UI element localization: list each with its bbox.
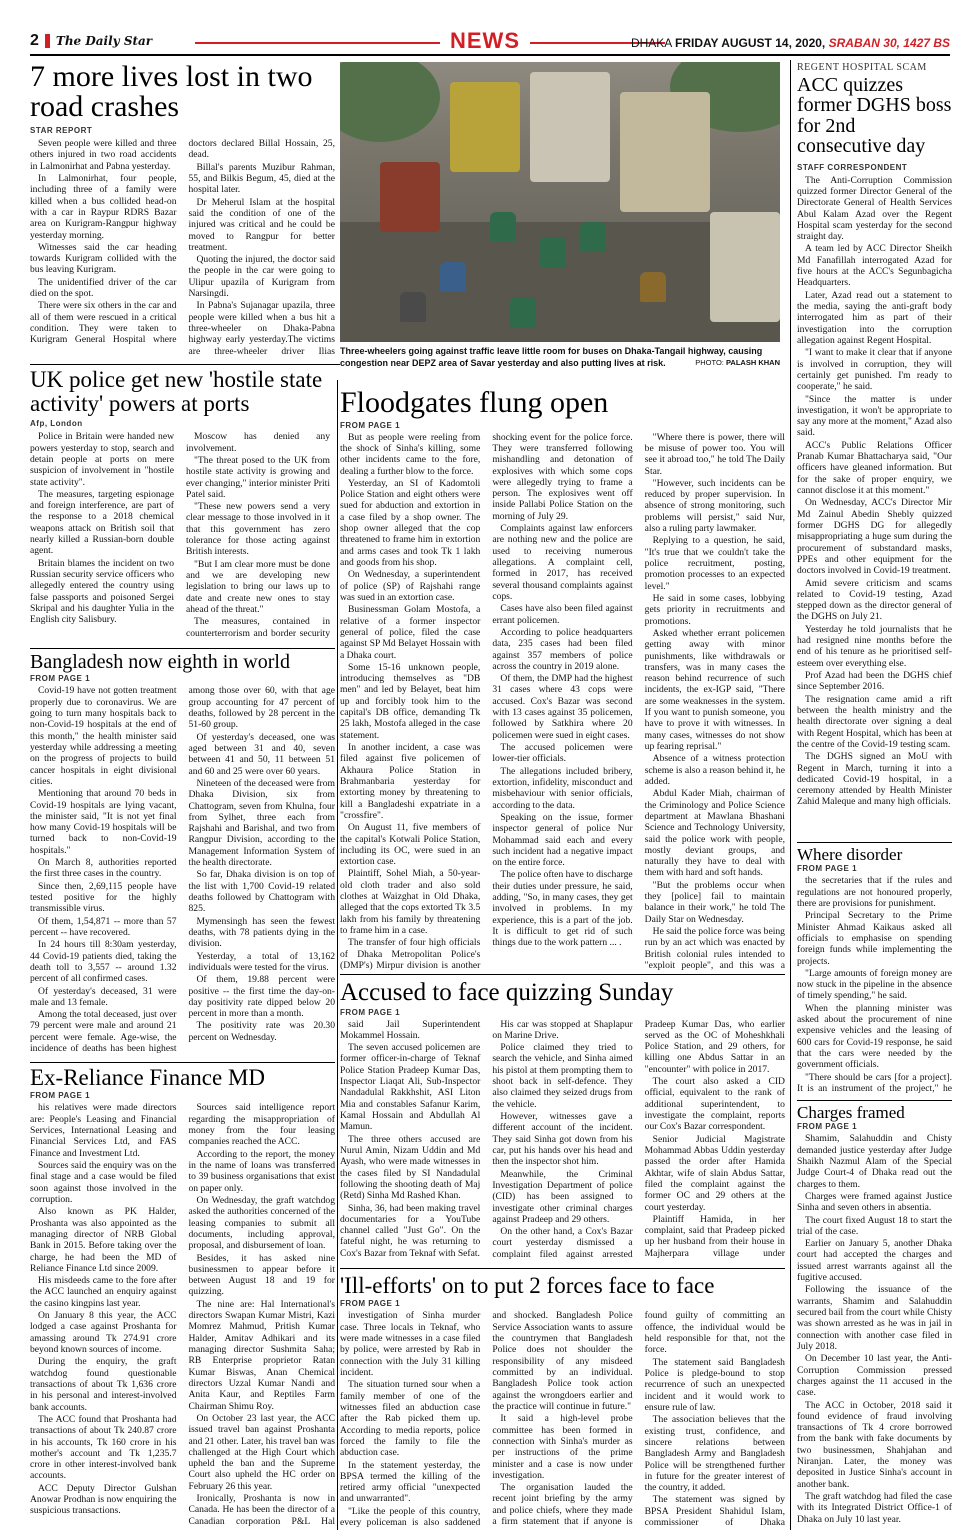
paragraph: Later, Azad read out a statement to the media, saying the anti-graft body interrogated him as part of their investigation into the corruption allegation against Regent Hospital.: [797, 289, 952, 346]
paragraph: On December 10 last year, the Anti-Corruption Commission pressed charges against the 11 accused in the case.: [797, 1353, 952, 1399]
byline: Afp, London: [30, 419, 83, 429]
article-uk-police: [30, 368, 330, 646]
paragraph: said Jail Superintendent Mokammel Hossain.: [340, 1018, 481, 1041]
paragraph: The measures, targeting espionage and foreign interference, are part of the response to a 2018 chemical weapons attack on British soil that nearly killed a Russian-born double agent.: [30, 488, 174, 557]
paragraph: "But I am clear more must be done and we are developing new legislation to bring our laws up to date and create new ones to stay ahead of the threat.": [186, 558, 330, 615]
paragraph: In the statement yesterday, the BPSA termed the killing of the retired army official "unexpected and unwarranted".: [340, 1459, 481, 1505]
paragraph: The seven accused policemen are former officer-in-charge of Teknaf Police Station Pradeep Kumar Das, Inspector Liaqat Ali, Sub-Inspector Nandadulal Rakkhshit, ASI Liton Mia and constables Safanur Karim, Kamal Hossain and Abdullah Al Mamun.: [340, 1042, 481, 1133]
paragraph: The allegations included bribery, extortion, infidelity, misconduct and misbehaviour with senior officials, according to the data.: [492, 765, 633, 811]
paragraph: In 24 hours till 8:30am yesterday, 44 Covid-19 patients died, taking the death toll to 3,557 -- around 1.32 percent of all confirmed cases.: [30, 939, 177, 985]
paragraph: ACC's Public Relations Officer Pranab Kumar Bhattacharya said, "Our officers have gleaned information. But for the sake of proper enquiry, we cannot disclose it at this moment.": [797, 439, 952, 496]
paragraph: Abdul Kader Miah, chairman of the Criminology and Police Science department at Mawlana Bhashani Science and Technology University, said the police work with people, mostly deviant groups, and naturally they have to deal with them with hard and soft hands.: [644, 788, 785, 879]
paragraph: When the planning minister was asked about the procurement of nine expensive vehicles and the leasing of 600 cars for Covid-19 response, he said that the cars were needed by the government officials.: [797, 1002, 952, 1071]
page-header: [30, 30, 950, 56]
paragraph: Of them, 19.88 percent were positive -- the first time the day-on-day positivity rate dipped below 20 percent in more than a month.: [188, 974, 335, 1020]
paragraph: Senior Judicial Magistrate Mohammad Abbas Uddin yesterday passed the order after Hamida Akhtar, wife of slain Abdus Sattar, filed the complaint against the former OC and 29 others at the court yesterday.: [644, 1133, 785, 1213]
paragraph: Witnesses said the car heading towards Kurigram collided with the bus leaving Kurigram.: [30, 241, 177, 276]
paragraph: He said in some cases, lobbying gets priority in recruitments and promotions.: [644, 592, 785, 627]
paragraph: The statement said Bangladesh Police is pledge-bound to stop recurrence of such an unexpected incident and it would work to ensure rule of law.: [644, 1356, 785, 1413]
paragraph: Sinha, 36, had been making travel documentaries for a YouTube channel called "Just Go". On the fateful night, he was returning to Cox's Bazar from Teknaf with Sefat.: [340, 1202, 481, 1259]
paragraph: In Pabna's Sujanagar upazila, three people were killed when a bus hit a three-wheeler on Dhaka-Pabna highway early yesterday.The victims are three-wheeler driver Ilias: [188, 300, 335, 357]
paragraph: According to the report, the money in the name of loans was transferred to 39 business organisations that exist on paper only.: [188, 1148, 335, 1194]
paragraph: He said the police force was being run by an act which was enacted by British colonial rules intended to "exploit people", and this was a: [644, 926, 785, 970]
dateline-date: FRIDAY AUGUST 14, 2020,: [674, 36, 826, 50]
paragraph: Amid severe criticism and scams related to Covid-19 testing, Azad stepped down as the director general of the DGHS on July 21.: [797, 577, 952, 623]
paragraph: The unidentified driver of the car died on the spot.: [30, 276, 177, 300]
paragraph: The DGHS signed an MoU with Regent in March, turning it into a dedicated Covid-19 hospital, in a ceremony attended by Health Minister Zahid Maleque and many high officials.: [797, 751, 952, 808]
paragraph: But as people were reeling from the shock of Sinha's killing, some other incidents came to the fore, dealing a further blow to the force.: [340, 431, 481, 477]
paragraph: Besides, it has asked nine businessmen to appear before it between August 18 and 19 for quizzing.: [188, 1252, 335, 1298]
headline: Bangladesh now eighth in world: [30, 652, 290, 673]
traffic-photo: [340, 62, 780, 342]
paragraph: Sources said the enquiry was on the final stage and a case would be filed soon against those involved in the corruption.: [30, 1160, 177, 1205]
paragraph: The organisation lauded the recent joint briefing by the army and police chiefs, where they made a firm statement that if anyone is found guilty of committing an offence, the individual would be held responsible for that, not the force.: [492, 1310, 785, 1528]
paragraph: On the other hand, a Cox's Bazar court yesterday dismissed a complaint filed against arrested Pradeep Kumar Das, who earlier served as the OC of Moheshkhali Police Station, and 29 others, for killing one Abdus Sattar in an "encounter" with police in 2017.: [492, 1018, 785, 1260]
paragraph: Meanwhile, the Criminal Investigation Department of police (CID) has been assigned to investigate other criminal charges against Pradeep and 29 others.: [492, 1168, 633, 1225]
headline: ACC quizzes former DGHS boss for 2nd consecutive day: [797, 74, 952, 158]
paragraph: Britain blames the incident on two Russian security service officers who allegedly entered the country using false passports and poisoned Sergei Skripal and his daughter Yulia in the English city Salisbury.: [30, 557, 174, 626]
paragraph: Asked whether errant policemen getting away with minor punishments, like withdrawals or transfers, was in many cases the reason behind recurrence of such incidents, the ex-IGP said, "There are some weaknesses in the system. If you want to punish someone, you have to prove it with witnesses. In many cases, witnesses do not show up fearing reprisal.": [644, 627, 785, 753]
masthead: The Daily Star: [55, 34, 153, 48]
paragraph: His misdeeds came to the fore after the ACC launched an enquiry against the casino kingpins last year.: [30, 1275, 177, 1309]
paragraph: Complaints against law enforcers are nothing new and the police are used to receiving numerous allegations. A complaint cell, formed in 2017, has received several thousand complaints against cops.: [492, 523, 633, 602]
paragraph: It said a high-level probe committee has been formed in connection with Sinha's murder as per instructions of the prime minister and a case is now under investigation.: [492, 1413, 633, 1481]
paragraph: The transfer of four high officials of Dhaka Metropolitan Police's (DMP's) Mirpur division is another shocking event for the police force. They were transferred following mishandling and detonation of explosives with which some cops were allegedly trying to frame a person. The explosives went off inside Pallabi Police Station on the morning of July 29.: [340, 431, 633, 970]
from-page: FROM PAGE 1: [340, 420, 401, 430]
paragraph: The graft watchdog had filed the case with its Integrated District Office-1 of Dhaka on July 10 last year.: [797, 1491, 952, 1525]
article-ill-efforts: [340, 1274, 785, 1532]
headline: Where disorder: [797, 846, 903, 864]
byline: STAR REPORT: [30, 126, 93, 135]
headline: 7 more lives lost in two road crashes: [30, 62, 313, 123]
article-road-crashes: [30, 62, 335, 362]
paragraph: "But the problems occur when they [police] fail to maintain balance in their work," he told The Daily Star on Wednesday.: [644, 879, 785, 925]
section-rule-left: [195, 42, 440, 44]
paragraph: Moscow has denied any involvement.: [186, 431, 330, 454]
paragraph: The ACC found that Proshanta had transactions of about Tk 240.87 crore in his accounts, Tk 160 crore in his mother's account and Tk 1,235.7 crore in other interest-involved bank accounts.: [30, 1413, 177, 1482]
paragraph: So far, Dhaka division is on top of the list with 1,700 Covid-19 related deaths followed by Chattogram with 825.: [188, 869, 335, 915]
paragraph: Some 15-16 unknown people, introducing themselves as "DB men" and led by Belayet, beat him up and forcibly took him to the capital's DB office, demanding Tk 25 lakh, Mostofa alleged in the case statement.: [340, 661, 481, 741]
dateline-place: DHAKA: [630, 36, 672, 50]
dateline-bangla: SRABAN 30, 1427 BS: [828, 36, 950, 50]
paragraph: his relatives were made directors are: People's Leasing and Financial Services, International Leasing and Financial Services Ltd, and FAS Finance and Investment Ltd.: [30, 1102, 177, 1159]
paragraph: On January 8 this year, the ACC lodged a case against Proshanta for amassing around Tk 274.91 crore beyond known sources of income.: [30, 1310, 177, 1356]
paragraph: Sources said intelligence report regarding the misappropriation of money from the four leasing companies reached the ACC.: [188, 1102, 335, 1148]
paragraph: Plaintiff Hamida, in her complaint, said that Pradeep picked up her husband from their house in Majherpara village under: [644, 1213, 785, 1259]
article-acc-dghs: [797, 62, 952, 842]
paragraph: On Wednesday, the graft watchdog asked the authorities concerned of the leasing companies to submit all documents, including approval, proposal, and disbursement of loan.: [188, 1194, 335, 1252]
paragraph: Ironically, Proshanta is now in Canada. He has been the director of a Canadian corporation P&L Hal: [188, 1493, 335, 1527]
paragraph: During the enquiry, the graft watchdog found questionable transactions of about Tk 1,636 crore in his personal and interest-involved bank accounts.: [30, 1356, 177, 1413]
paragraph: Replying to a question, he said, "It's true that we couldn't take the police recruitment, posting, promotion processes to an expected level.": [644, 535, 785, 592]
paragraph: The Anti-Corruption Commission quizzed former Director General of the Directorate General of Health Services Abul Kalam Azad over the Regent Hospital scam yesterday for the second straight day.: [797, 174, 952, 243]
paragraph: The ACC in October, 2018 said it found evidence of fraud involving transactions of Tk 4 crore borrowed from the bank with fake documents by two businessmen, Shahjahan and Niranjan. Later, the money was deposited in Justice Sinha's account in another bank.: [797, 1399, 952, 1490]
paragraph: On October 23 last year, the ACC issued travel ban against Proshanta and 21 other. Later, his travel ban was challenged at the High Court which upheld the ban and the Supreme Court also upheld the HC order on February 26 this year.: [188, 1412, 335, 1492]
from-page: FROM PAGE 1: [340, 1007, 401, 1017]
paragraph: Mymensingh has seen the fewest deaths, with 78 patients dying in the division.: [188, 915, 335, 950]
photo-credit: [695, 358, 780, 367]
paragraph: "Where there is power, there will be misuse of power too. You will see it abroad too," he told The Daily Star.: [644, 431, 785, 477]
article-disorder: [797, 846, 952, 1096]
credit-label: PHOTO:: [695, 358, 724, 367]
paragraph: "There should be cars [for a project]. It is an instrument of the project," he: [797, 1071, 952, 1094]
paragraph: Among the total deceased, just over 79 percent were male and around 21 percent were female. Age-wise, the incidence of deaths has been highest among those over 60, with that age group accounting for 47 percent of deaths, followed by 28 percent in the 51-60 group.: [30, 685, 335, 1055]
paragraph: On Wednesday, a superintendent of police (SP) of Rajshahi range was sued in an extortion case.: [340, 569, 481, 603]
paragraph: Charges were framed against Justice Sinha and seven others in absentia.: [797, 1190, 952, 1214]
paragraph: Police claimed they tried to search the vehicle, and Sinha aimed his pistol at them prompting them to shoot back in self-defence. They also claimed they seized drugs from the vehicle.: [492, 1042, 633, 1110]
article-quizzing: [340, 980, 785, 1266]
paragraph: "These new powers send a very clear message to those involved in it that this government has zero tolerance for those acting against British interests.: [186, 501, 330, 558]
paragraph: The accused policemen were lower-tier officials.: [492, 742, 633, 765]
paragraph: Covid-19 have not gotten treatment properly due to coronavirus. We are going to turn many hospitals back to non-Covid-19 hospitals at the end of this month," the health minister said yesterday while addressing a meeting on the progress of projects to build cancer hospitals in eight divisional cities.: [30, 685, 177, 787]
paragraph: On March 8, authorities reported the first three cases in the country.: [30, 857, 177, 880]
paragraph: The court fixed August 18 to start the trial of the case.: [797, 1214, 952, 1237]
sidebar-rule: [790, 60, 791, 1530]
headline: UK police get new 'hostile state activity' powers at ports: [30, 368, 323, 417]
paragraph: The positivity rate was 20.30 percent on Wednesday.: [188, 1020, 335, 1043]
paragraph: Seven people were killed and three others injured in two road accidents in Lalmonirhat and Pabna yesterday.: [30, 138, 177, 172]
paragraph: Plaintiff, Sohel Miah, a 50-year-old cloth trader and also sold clothes at Waizghat in Old Dhaka, alleged that the cops extorted Tk 3.5 lakh from his family by threatening to frame him in a case.: [340, 868, 481, 937]
paragraph: Billal's parents Muzibur Rahman, 55, and Bilkis Begum, 45, died at the hospital later.: [188, 161, 335, 196]
article-bangladesh: [30, 652, 335, 1058]
paragraph: The three others accused are Nurul Amin, Nizam Uddin and Md Ayash, who were made witnesses in the cases filed by SI Nandadulal following the shooting death of Maj (Retd) Sinha Md Rashed Khan.: [340, 1133, 481, 1202]
paragraph: There were six others in the car and all of them were rescued in a critical condition. They were taken to Kurigram General Hospital where doctors declared Billal Hossain, 25, dead.: [30, 138, 335, 346]
headline: Charges framed: [797, 1104, 905, 1122]
paragraph: Quoting the injured, the doctor said the people in the car were going to Ulipur upazila of Kurigram from Narsingdi.: [188, 254, 335, 300]
paragraph: In Lalmonirhat, four people, including three of a family were killed when a bus collided head-on with a car in Raypur RDRS Bazar area on Kurigram-Rangpur highway yesterday morning.: [30, 172, 177, 241]
paragraph: The situation turned sour when a family member of one of the witnesses filed an abduction case after the Rab picked them up. According to media reports, police forced the family to file the abduction case.: [340, 1379, 481, 1459]
paragraph: Speaking on the issue, former inspector general of police Nur Mohammad said each and every such incident had a negative impact on the entire force.: [492, 811, 633, 869]
paragraph: Shamim, Salahuddin and Chisty demanded justice yesterday after Judge Shaikh Nazmul Alam of the Special Judge Court-4 of Dhaka read out the charges to them.: [797, 1133, 952, 1190]
paragraph: Of yesterday's deceased, 31 were male and 13 female.: [30, 985, 177, 1008]
paragraph: A team led by ACC Director Sheikh Md Fanafillah interrogated Azad for five hours at the ACC's Segunbagicha Headquarters.: [797, 243, 952, 289]
paragraph: Also known as PK Halder, Proshanta was also appointed as the managing director of NRB Global Bank in 2015. Before taking over the charge, he had been the MD of Reliance Finance Ltd since 2009.: [30, 1206, 177, 1274]
paragraph: "I want to make it clear that if anyone is involved in corruption, they will certainly get punished. I'm ready to cooperate," he said.: [797, 347, 952, 393]
headline: Accused to face quizzing Sunday: [340, 980, 674, 1006]
page-number: 2: [30, 32, 39, 49]
from-page: FROM PAGE 1: [797, 864, 858, 874]
paragraph: Of yesterday's deceased, one was aged between 31 and 40, seven between 41 and 50, 11 between 51 and 60 and 25 were over 60 years.: [188, 731, 335, 777]
from-page: FROM PAGE 1: [30, 674, 91, 684]
paragraph: His car was stopped at Shaplapur on Marine Drive.: [492, 1018, 633, 1041]
paragraph: The police often have to discharge their duties under pressure, he said, adding, "So, in many cases, they get involved in problems. In my experience, this is a part of the job. It is difficult to get rid of such things due to the work pattern ... .: [492, 869, 633, 949]
paragraph: Yesterday he told journalists that he had resigned nine months before the end of his tenure as he prioritised self-esteem over everything else.: [797, 623, 952, 669]
paragraph: "Like the people of this country, every policeman is also saddened and shocked. Bangladesh Police Service Association wants to assure the countrymen that Bangladesh Police does not shoulder the responsibility of any misdeed committed by an individual. Bangladesh Police took action against the wrongdoers earlier and the practice will continue in future.": [340, 1310, 633, 1529]
headline: 'Ill-efforts' on to put 2 forces face to face: [340, 1274, 715, 1298]
paragraph: Earlier on January 5, another Dhaka court had accepted the charges and issued arrest warrants against all the fugitive accused.: [797, 1238, 952, 1284]
paragraph: Dr Meherul Islam at the hospital said the condition of one of the injured was critical and he could be moved to Rangpur for better treatment.: [188, 196, 335, 253]
paragraph: "Large amounts of foreign money are now stuck in the pipeline in the absence of timely spending," he said.: [797, 967, 952, 1002]
byline: STAFF CORRESPONDENT: [797, 162, 908, 172]
from-page: FROM PAGE 1: [30, 1091, 91, 1101]
from-page: FROM PAGE 1: [797, 1122, 858, 1132]
paragraph: Yesterday, a total of 13,162 individuals were tested for the virus.: [188, 950, 335, 973]
paragraph: Following the issuance of the warrants, Shamim and Salahuddin secured bail from the court while Chisty was shown arrested as he was in jail in connection with another case filed in July 2018.: [797, 1284, 952, 1352]
paragraph: The measures, contained in counterterrorism and border security: [186, 616, 330, 639]
paragraph: Nineteen of the deceased were from Dhaka Division, six from Chattogram, seven from Khulna, four from Sylhet, three each from Rajshahi and Barishal, and two from Rangpur Division, according to the Management Information System of the health directorate.: [188, 777, 335, 869]
paragraph: Yesterday, an SI of Kadomtoli Police Station and eight others were sued for abduction and extortion in a case filed by a shop owner. The shop owner alleged that the cop threatened to frame him in extortion and arms cases and took Tk 1 lakh and goods from his shop.: [340, 477, 481, 569]
from-page: FROM PAGE 1: [340, 1299, 401, 1309]
article-body: [30, 431, 330, 645]
paragraph: Of them, 1,54,871 -- more than 57 percent -- have recovered.: [30, 915, 177, 938]
paragraph: The nine are: Hal International's directors Swapan Kumar Mistri, Kazi Momrez Mahmud, Pritish Kumar Halder, Amitav Adhikari and its managing director Sushmita Saha; RB Enterprise proprietor Ratan Kumar Biswas, Anan Chemical directors Uzzal Kumar Nandi and Anita Kaur, and Reptiles Farm Chairman Shimu Roy.: [188, 1298, 335, 1412]
paragraph: Police in Britain were handed new powers yesterday to stop, search and detain people at ports on mere suspicion of involvement in "hostile state activity".: [30, 431, 174, 488]
paragraph: On Wednesday, ACC's Director Mir Md Zainul Abedin Shebly quizzed former DGHS DG for allegedly misappropriating a huge sum during the procurement of substandard masks, PPEs and other equipment for the doctors involved in Covid-19 treatment.: [797, 497, 952, 577]
paragraph: Of them, the DMP had the highest 31 cases where 43 cops were accused. Cox's Bazar was second with 13 cases against 35 policemen, followed by Satkhira where 20 policemen were sued in eight cases.: [492, 673, 633, 741]
paragraph: "The threat posed to the UK from hostile state activity is growing and ever changing," interior minister Priti Patel said.: [186, 454, 330, 500]
article-body: [340, 1019, 785, 1265]
article-body: [30, 138, 335, 358]
article-body: [30, 1102, 335, 1532]
headline: Floodgates flung open: [340, 388, 609, 419]
paragraph: In another incident, a case was filed against five policemen of Akhaura Police Station in Brahmanbaria yesterday for extorting money by threatening to kill a Bangladeshi expatriate in a "crossfire".: [340, 742, 481, 821]
paragraph: Since then, 2,69,115 people have tested positive for the highly transmissible virus.: [30, 880, 177, 915]
article-body: [30, 685, 335, 1055]
paragraph: Principal Secretary to the Prime Minister Ahmad Kaikaus asked all officials to emphasise on spending foreign funds while implementing the projects.: [797, 910, 952, 967]
credit-name: PALASH KHAN: [725, 358, 780, 367]
paragraph: However, witnesses gave a different account of the incident. They said Sinha got down from his car, put his hands over his head and then the inspector shot him.: [492, 1111, 633, 1168]
paragraph: "Since the matter is under investigation, it won't be appropriate to say any more at the moment," Azad also said.: [797, 393, 952, 439]
paragraph: Prof Azad had been the DGHS chief since September 2016.: [797, 670, 952, 693]
article-reliance: [30, 1066, 335, 1532]
paragraph: Cases have also been filed against errant policemen.: [492, 603, 633, 626]
paragraph: investigation of Sinha murder case. Three locals in Teknaf, who were made witnesses in a case filed by police, were arrested by Rab in connection with the July 31 killing incident.: [340, 1310, 481, 1379]
article-floodgates: [340, 388, 785, 970]
red-bar-icon: [45, 34, 50, 48]
dateline: [631, 36, 950, 50]
headline: Ex-Reliance Finance MD: [30, 1066, 266, 1090]
article-body: [797, 175, 952, 815]
kicker: REGENT HOSPITAL SCAM: [797, 62, 927, 73]
paragraph: Mentioning that around 70 beds in Covid-19 hospitals are lying vacant, the minister said, "It is not yet final how many Covid-19 hospitals will be turned back to non-Covid-19 hospitals.": [30, 788, 177, 856]
section-name: NEWS: [450, 28, 520, 53]
photo-caption: Three-wheelers going against traffic leave little room for buses on Dhaka-Tangail highway, causing congestion near DEPZ area of Savar yesterday and also putting lives at risk.: [340, 346, 763, 368]
paragraph: Absence of a witness protection scheme is also a reason behind it, he added.: [644, 753, 785, 787]
article-body: [340, 1310, 785, 1532]
paragraph: ACC Deputy Director Gulshan Anowar Prodhan is now enquiring the suspicious transactions.: [30, 1482, 177, 1517]
paragraph: "However, such incidents can be reduced by proper supervision. In absence of strong monitoring, such problems will persist," said Nur, also a ruling party lawmaker.: [644, 477, 785, 535]
header-left: [30, 32, 152, 50]
article-body: [797, 875, 952, 1095]
paragraph: According to police headquarters data, 235 cases had been filed against 357 members of police across the country in 2019 alone.: [492, 626, 633, 672]
article-charges: [797, 1104, 952, 1532]
paragraph: the secretaries that if the rules and regulations are not honoured properly, there are provisions for punishment.: [797, 875, 952, 909]
paragraph: On August 11, five members of the capital's Kotwali Police Station, including its OC, were sued in an extortion case.: [340, 822, 481, 868]
article-body: [340, 432, 785, 970]
paragraph: The association believes that the existing trust, confidence, and sincere relations between Bangladesh Army and Bangladesh Police will be strengthened further in future for the greater interest of the country, it added.: [644, 1414, 785, 1494]
paragraph: Businessman Golam Mostofa, a relative of a former inspector general of police, filed the case against SP Md Belayet Hossain with a Dhaka court.: [340, 604, 481, 661]
article-body: [797, 1133, 952, 1532]
paragraph: The resignation came amid a rift between the health ministry and the health directorate over signing a deal with Regent Hospital, which has been at the centre of the Covid-19 testing scam.: [797, 693, 952, 750]
paragraph: The court also asked a CID official, equivalent to the rank of additional superintendent, to investigate the complaint, reports our Cox's Bazar correspondent.: [644, 1076, 785, 1133]
paragraph: The statement was signed by BPSA President Shahidul Islam, commissioner of Dhaka: [644, 1494, 785, 1529]
